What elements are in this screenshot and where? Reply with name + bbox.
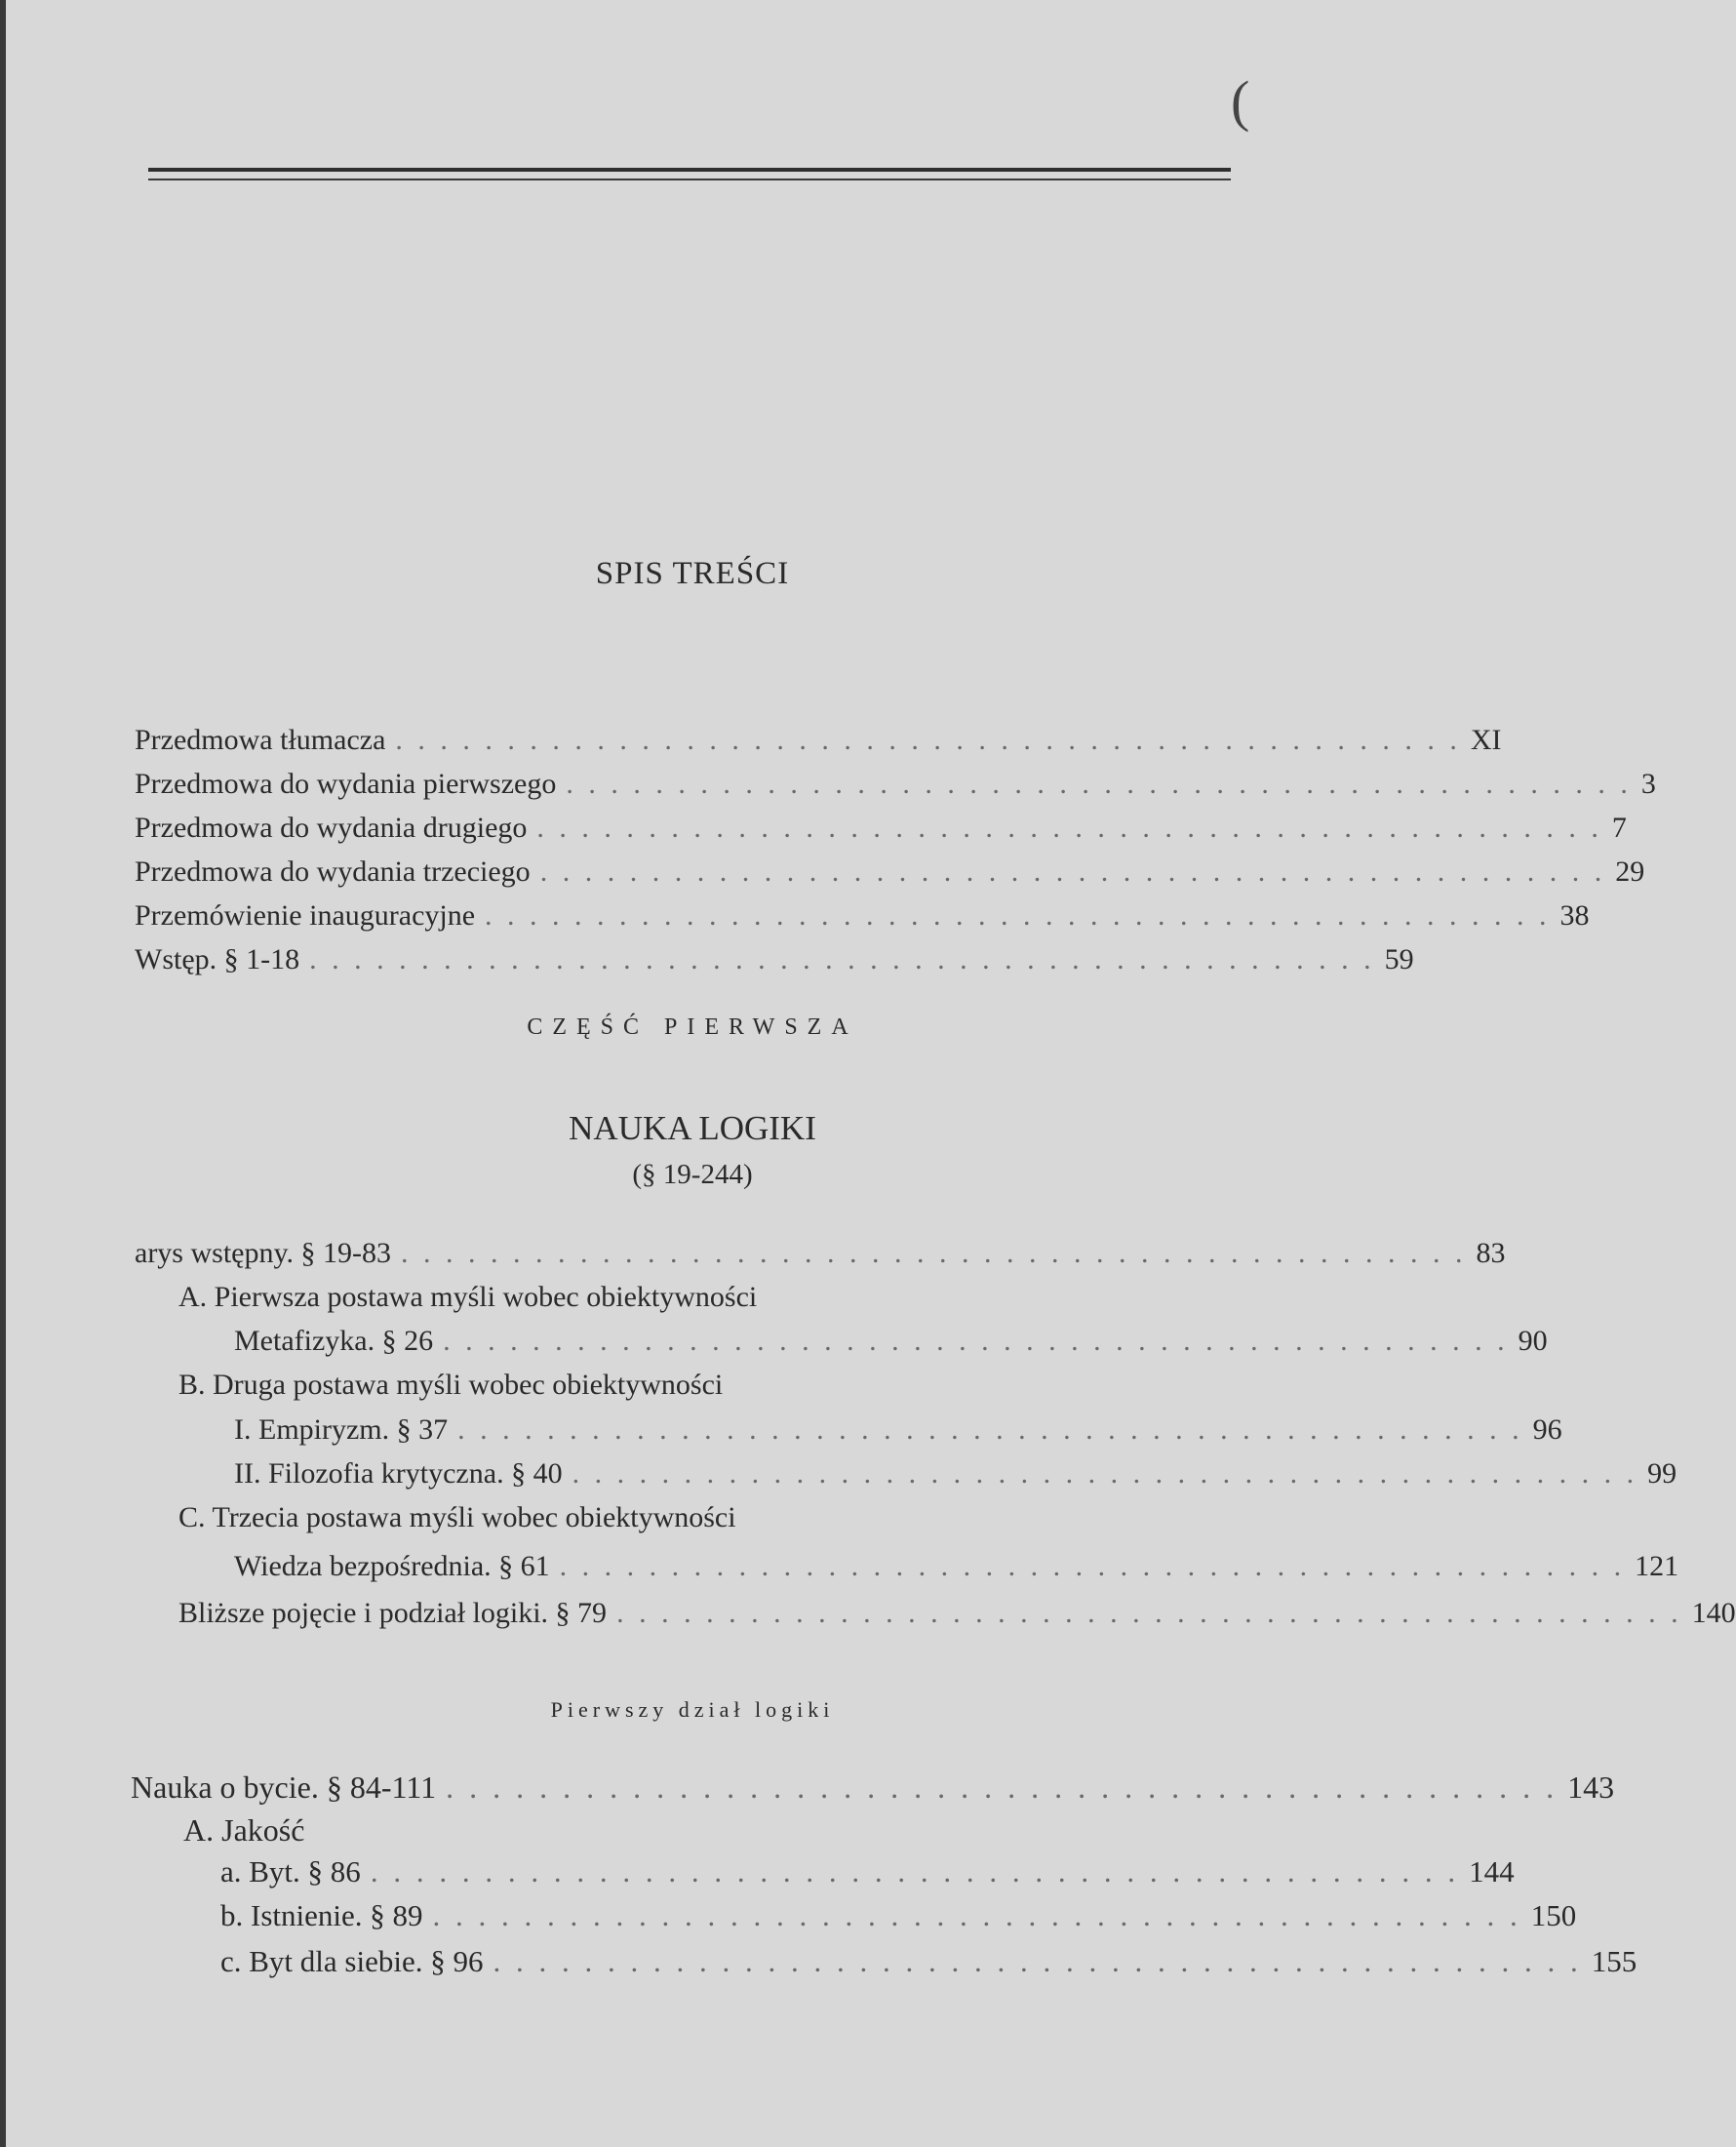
toc-entry-page: 29: [1615, 855, 1645, 888]
leader-dots: . . . . . . . . . . . . . . . . . . . . . . . . . . . . . . . . . . . . . . . . . . . . . . . .: [616, 1597, 1682, 1629]
toc-entry-label: A. Pierwsza postawa myśli wobec obiektywności: [178, 1281, 758, 1313]
toc-entry-page: 96: [1532, 1413, 1562, 1446]
toc-entry: [135, 764, 1656, 805]
toc-entry-label: B. Druga postawa myśli wobec obiektywności: [178, 1369, 724, 1401]
toc-entry: [234, 1453, 1677, 1494]
toc-entry-label: Bliższe pojęcie i podział logiki. § 79: [178, 1597, 608, 1629]
toc-entry-page: 38: [1559, 899, 1590, 932]
toc-entry-label: Przedmowa tłumacza: [135, 724, 386, 756]
toc-entry: [234, 1321, 1548, 1362]
toc-entry-label: Nauka o bycie. § 84-111: [131, 1769, 437, 1805]
edge-mark: (: [1231, 69, 1250, 133]
leader-dots: . . . . . . . . . . . . . . . . . . . . . . . . . . . . . . . . . . . . . . . . . . . . . . . .: [443, 1325, 1509, 1357]
toc-entry-page: 59: [1384, 943, 1414, 975]
toc-entry-page: XI: [1470, 724, 1502, 756]
toc-entry-page: 144: [1469, 1854, 1515, 1889]
toc-entry-page: 90: [1518, 1325, 1548, 1357]
toc-entry-label: I. Empiryzm. § 37: [234, 1413, 449, 1446]
toc-entry: [135, 939, 1414, 980]
toc-entry-page: 121: [1635, 1550, 1679, 1582]
toc-entry: [131, 1767, 1615, 1808]
toc-entry-label: Wstęp. § 1-18: [135, 943, 300, 975]
toc-entry: [135, 720, 1502, 761]
toc-entry-label: arys wstępny. § 19-83: [135, 1237, 392, 1269]
leader-dots: . . . . . . . . . . . . . . . . . . . . . . . . . . . . . . . . . . . . . . . . . . . . . . . .: [446, 1769, 1558, 1805]
toc-entry: [234, 1410, 1562, 1451]
page-title: SPIS TREŚCI: [595, 556, 790, 591]
toc-entry-page: 7: [1611, 812, 1627, 844]
header-rule-thin: [148, 179, 1231, 180]
toc-entry: [135, 852, 1645, 893]
toc-heading: [178, 1277, 1235, 1318]
toc-entry-page: 83: [1476, 1237, 1506, 1269]
toc-entry-label: II. Filozofia krytyczna. § 40: [234, 1457, 563, 1490]
leader-dots: . . . . . . . . . . . . . . . . . . . . . . . . . . . . . . . . . . . . . . . . . . . . . . . .: [539, 855, 1606, 888]
toc-entry-page: 3: [1640, 768, 1656, 800]
toc-entry-label: b. Istnienie. § 89: [220, 1898, 423, 1932]
toc-entry-label: Przedmowa do wydania drugiego: [135, 812, 528, 844]
header-rule-thick: [148, 168, 1231, 172]
leader-dots: . . . . . . . . . . . . . . . . . . . . . . . . . . . . . . . . . . . . . . . . . . . . . . . .: [536, 812, 1602, 844]
toc-entry: [234, 1546, 1679, 1587]
toc-entry-page: 150: [1530, 1898, 1577, 1932]
toc-entry: [135, 895, 1590, 936]
toc-entry: [220, 1851, 1515, 1892]
toc-heading: [178, 1365, 1235, 1406]
toc-entry-page: 155: [1591, 1944, 1637, 1978]
toc-entry: [135, 1233, 1506, 1274]
toc-entry-page: 140: [1691, 1597, 1736, 1629]
toc-heading: [178, 1497, 1235, 1538]
toc-entry-label: Wiedza bezpośrednia. § 61: [234, 1550, 550, 1582]
toc-entry-label: Przedmowa do wydania pierwszego: [135, 768, 557, 800]
leader-dots: . . . . . . . . . . . . . . . . . . . . . . . . . . . . . . . . . . . . . . . . . . . . . . . .: [309, 943, 1375, 975]
toc-entry-label: Przemówienie inauguracyjne: [135, 899, 476, 932]
leader-dots: . . . . . . . . . . . . . . . . . . . . . . . . . . . . . . . . . . . . . . . . . . . . . . . .: [559, 1550, 1626, 1582]
section-label: Pierwszy dział logiki: [550, 1697, 835, 1722]
leader-dots: . . . . . . . . . . . . . . . . . . . . . . . . . . . . . . . . . . . . . . . . . . . . . . . .: [493, 1944, 1582, 1978]
toc-entry-label: C. Trzecia postawa myśli wobec obiektywności: [178, 1501, 736, 1533]
part-title: NAUKA LOGIKI: [569, 1109, 816, 1147]
toc-entry-label: Przedmowa do wydania trzeciego: [135, 855, 531, 888]
toc-entry-page: 99: [1647, 1457, 1677, 1490]
toc-entry: [135, 808, 1627, 849]
leader-dots: . . . . . . . . . . . . . . . . . . . . . . . . . . . . . . . . . . . . . . . . . . . . . . . .: [370, 1854, 1460, 1889]
leader-dots: . . . . . . . . . . . . . . . . . . . . . . . . . . . . . . . . . . . . . . . . . . . . . . . .: [485, 899, 1551, 932]
leader-dots: . . . . . . . . . . . . . . . . . . . . . . . . . . . . . . . . . . . . . . . . . . . . . . . .: [432, 1898, 1521, 1932]
toc-entry: [178, 1593, 1736, 1634]
toc-entry: [220, 1941, 1637, 1982]
leader-dots: . . . . . . . . . . . . . . . . . . . . . . . . . . . . . . . . . . . . . . . . . . . . . . . .: [457, 1413, 1523, 1446]
toc-heading: [183, 1809, 1237, 1850]
leader-dots: . . . . . . . . . . . . . . . . . . . . . . . . . . . . . . . . . . . . . . . . . . . . . . . .: [395, 724, 1461, 756]
toc-entry-label: Metafizyka. § 26: [234, 1325, 434, 1357]
toc-entry-label: c. Byt dla siebie. § 96: [220, 1944, 484, 1978]
leader-dots: . . . . . . . . . . . . . . . . . . . . . . . . . . . . . . . . . . . . . . . . . . . . . . . .: [566, 768, 1632, 800]
toc-entry: [220, 1895, 1577, 1936]
leader-dots: . . . . . . . . . . . . . . . . . . . . . . . . . . . . . . . . . . . . . . . . . . . . . . . .: [572, 1457, 1638, 1490]
toc-entry-page: 143: [1567, 1769, 1615, 1805]
toc-entry-label: a. Byt. § 86: [220, 1854, 361, 1889]
page-edge-shadow: [0, 0, 6, 2147]
part-label: CZĘŚĆ PIERWSZA: [527, 1014, 858, 1040]
part-range: (§ 19-244): [632, 1159, 753, 1190]
leader-dots: . . . . . . . . . . . . . . . . . . . . . . . . . . . . . . . . . . . . . . . . . . . . . . . .: [401, 1237, 1467, 1269]
toc-entry-label: A. Jakość: [183, 1812, 305, 1848]
